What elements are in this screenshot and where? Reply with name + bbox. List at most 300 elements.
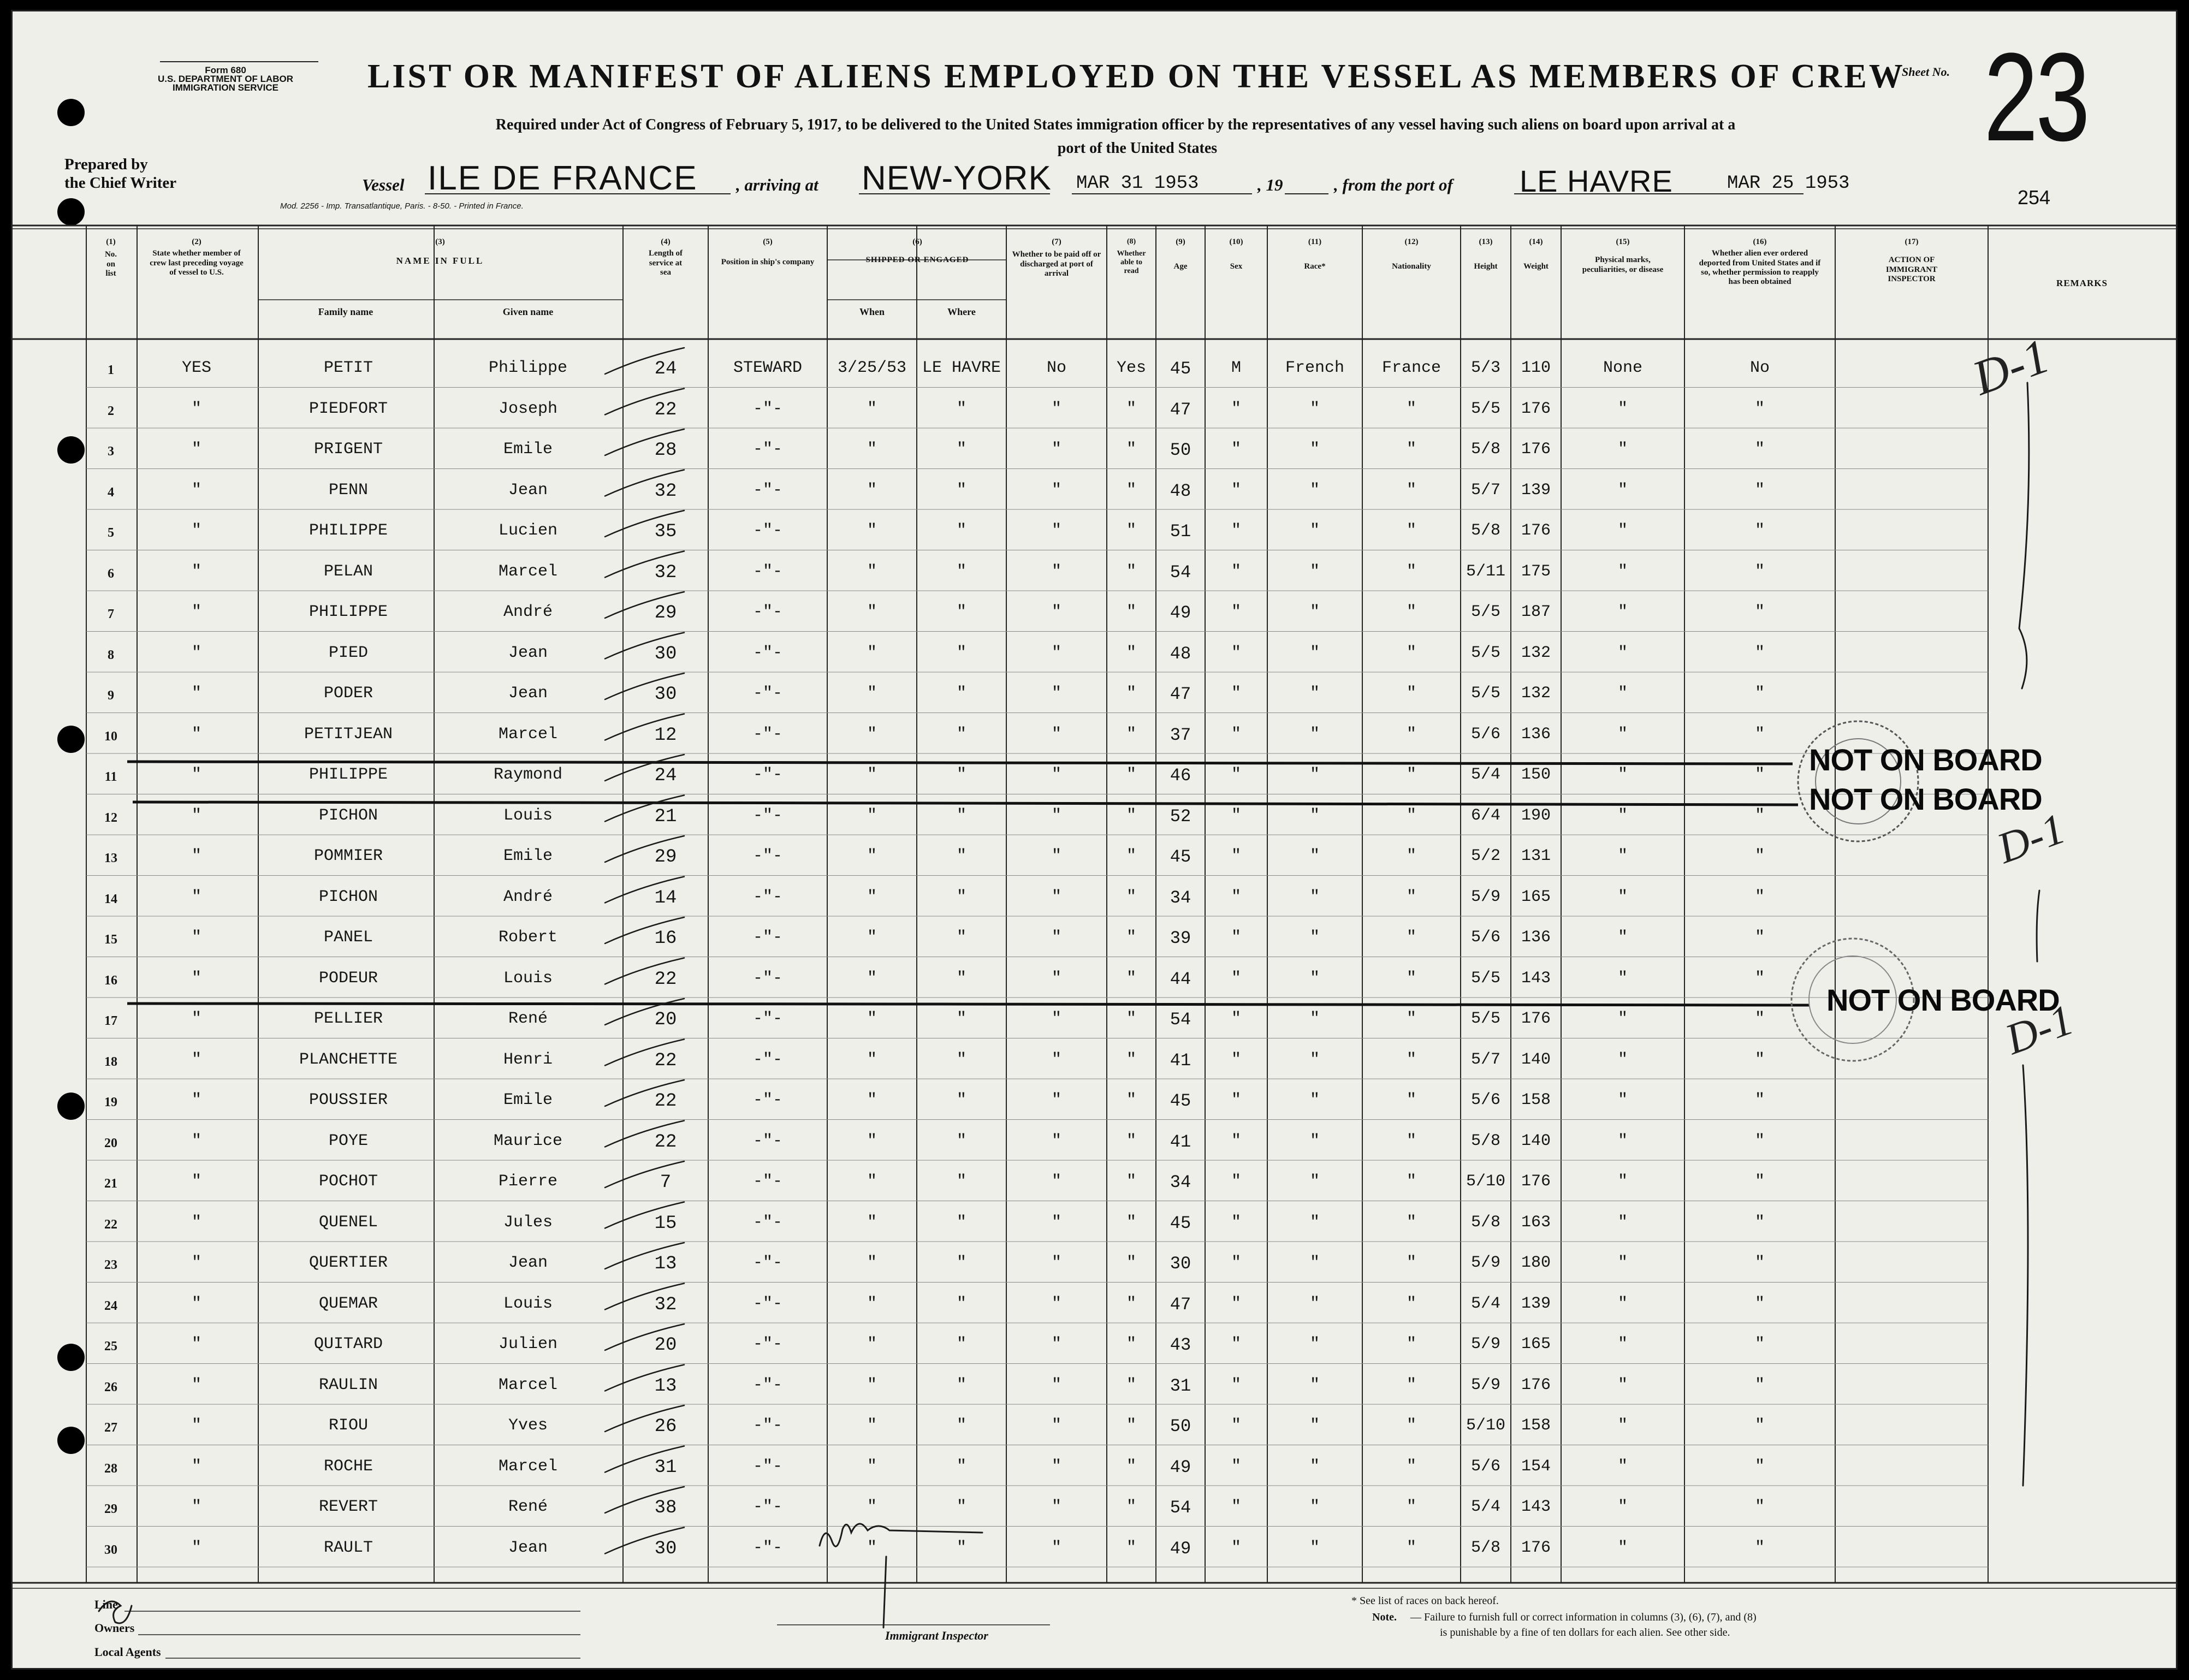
race: " (1309, 1213, 1320, 1232)
family-name: PODER (323, 684, 373, 703)
sex: " (1231, 1416, 1241, 1435)
able-to-read: " (1126, 1010, 1136, 1028)
weight: 140 (1521, 1131, 1551, 1150)
length-of-service: 22 (654, 969, 677, 990)
nationality: " (1406, 1050, 1416, 1069)
owners-label: Owners (94, 1621, 135, 1635)
length-of-service: 20 (654, 1010, 677, 1030)
deported: " (1754, 562, 1765, 581)
sex: " (1231, 562, 1241, 581)
height: 5/9 (1470, 1335, 1500, 1354)
length-of-service: 7 (660, 1172, 672, 1193)
race: " (1309, 847, 1320, 865)
nationality: " (1406, 725, 1416, 744)
position: -"- (752, 887, 782, 906)
family-name: POUSSIER (309, 1091, 388, 1109)
race: French (1285, 359, 1345, 377)
given-name: Jean (508, 643, 548, 662)
col9-header: Age (1173, 262, 1188, 271)
physical-marks: " (1617, 1050, 1628, 1069)
length-of-service: 12 (654, 725, 677, 746)
position: -"- (752, 1538, 782, 1557)
family-name: REVERT (318, 1498, 378, 1516)
not-on-board-stamp: NOT ON BOARD (1826, 983, 2060, 1017)
age: 46 (1170, 765, 1191, 786)
shipped-where: " (956, 1172, 966, 1191)
col6-header: SHIPPED OR ENGAGED (865, 256, 969, 265)
col11-number: (11) (1308, 238, 1322, 246)
nationality: " (1406, 1294, 1416, 1313)
arriving-port: NEW-YORK (862, 159, 1052, 197)
length-of-service: 20 (654, 1335, 677, 1356)
paid-off: " (1051, 521, 1061, 540)
prev-voyage: " (191, 521, 201, 540)
given-name: Maurice (493, 1131, 563, 1150)
department: U.S. DEPARTMENT OF LABOR (157, 74, 294, 84)
sex: " (1231, 928, 1241, 947)
age: 51 (1170, 521, 1191, 542)
shipped-where: " (956, 1010, 966, 1028)
deported: " (1754, 1091, 1765, 1109)
col16-header: Whether alien ever ordered deported from United States and if so, whether permission to reapply has been obtained (1699, 249, 1821, 286)
shipped-where: " (956, 521, 966, 540)
shipped-when: " (867, 480, 877, 500)
sex: " (1231, 1294, 1241, 1313)
physical-marks: " (1617, 1091, 1628, 1109)
able-to-read: " (1126, 806, 1136, 825)
position: -"- (752, 684, 782, 703)
prev-voyage: " (191, 765, 201, 784)
col11-header: Race* (1304, 262, 1326, 271)
deported: No (1749, 359, 1770, 377)
weight: 187 (1521, 603, 1551, 621)
col15-header: Physical marks, peculiarities, or disease (1582, 256, 1664, 274)
race: " (1309, 969, 1320, 988)
deported: " (1754, 969, 1765, 988)
family-name: PICHON (318, 806, 378, 825)
col3-family-header: Family name (318, 306, 373, 317)
length-of-service: 32 (654, 1294, 677, 1315)
manifest-sheet (11, 10, 2178, 1670)
position: -"- (752, 1172, 782, 1191)
nationality: " (1406, 1416, 1416, 1435)
nationality: " (1406, 1457, 1416, 1476)
sex: " (1231, 440, 1241, 459)
age: 41 (1170, 1050, 1191, 1071)
length-of-service: 30 (654, 684, 677, 705)
prev-voyage: " (191, 847, 201, 865)
age: 49 (1170, 1457, 1191, 1477)
race: " (1309, 399, 1320, 418)
prev-voyage: " (191, 969, 201, 988)
age: 44 (1170, 969, 1191, 989)
given-name: André (503, 603, 553, 621)
shipped-when: " (867, 847, 877, 865)
given-name: Marcel (498, 1375, 558, 1394)
family-name: PIED (328, 643, 368, 662)
sex: " (1231, 684, 1241, 703)
prev-voyage: " (191, 1131, 201, 1150)
sheet-label: Sheet No. (1902, 65, 1950, 79)
weight: 139 (1521, 1294, 1551, 1313)
shipped-when: " (867, 399, 877, 418)
prev-voyage: " (191, 887, 201, 906)
shipped-when: " (867, 725, 877, 744)
shipped-when: " (867, 928, 877, 947)
given-name: Emile (503, 1091, 553, 1109)
able-to-read: " (1126, 603, 1136, 621)
not-on-board-stamp: NOT ON BOARD (1809, 743, 2042, 777)
prev-voyage: " (191, 399, 201, 418)
length-of-service: 29 (654, 603, 677, 624)
physical-marks: " (1617, 643, 1628, 662)
family-name: RIOU (328, 1416, 368, 1435)
deported: " (1754, 1213, 1765, 1232)
subtitle-2: port of the United States (1057, 140, 1218, 157)
arrival-date: MAR 31 1953 (1076, 173, 1199, 194)
given-name: Raymond (493, 765, 563, 784)
row-number: 1 (108, 363, 114, 377)
paid-off: " (1051, 1457, 1061, 1476)
col1-number: (1) (106, 238, 116, 246)
age: 50 (1170, 440, 1191, 460)
length-of-service: 24 (654, 359, 677, 379)
able-to-read: " (1126, 1375, 1136, 1394)
row-number: 14 (104, 892, 117, 906)
length-of-service: 16 (654, 928, 677, 949)
able-to-read: " (1126, 725, 1136, 744)
height: 5/11 (1466, 562, 1505, 581)
row-number: 26 (104, 1380, 117, 1394)
row-number: 4 (108, 485, 114, 500)
year-label: , 19 (1257, 175, 1283, 194)
nationality: " (1406, 603, 1416, 621)
prev-voyage: " (191, 1213, 201, 1232)
shipped-when: " (867, 603, 877, 621)
position: -"- (752, 480, 782, 500)
shipped-when: " (867, 1172, 877, 1191)
weight: 190 (1521, 806, 1551, 825)
height: 5/6 (1470, 725, 1500, 744)
row-number: 5 (108, 526, 114, 540)
shipped-where: " (956, 1335, 966, 1354)
paid-off: " (1051, 1050, 1061, 1069)
weight: 176 (1521, 1172, 1551, 1191)
given-name: Marcel (498, 725, 558, 744)
shipped-where: " (956, 1091, 966, 1109)
departure-date: MAR 25 1953 (1727, 173, 1850, 194)
physical-marks: " (1617, 1213, 1628, 1232)
race: " (1309, 1335, 1320, 1354)
age: 31 (1170, 1375, 1191, 1396)
col15-number: (15) (1616, 238, 1630, 246)
physical-marks: " (1617, 1335, 1628, 1354)
age: 54 (1170, 562, 1191, 583)
row-number: 3 (108, 444, 114, 459)
sheet-number: 23 (1984, 27, 2088, 167)
given-name: Marcel (498, 562, 558, 581)
col6-where-header: Where (947, 306, 976, 317)
paid-off: " (1051, 643, 1061, 662)
age: 37 (1170, 725, 1191, 745)
col12-number: (12) (1404, 238, 1419, 246)
age: 45 (1170, 1213, 1191, 1233)
able-to-read: " (1126, 1294, 1136, 1313)
nationality: " (1406, 1091, 1416, 1109)
shipped-when: " (867, 643, 877, 662)
race: " (1309, 480, 1320, 500)
height: 5/6 (1470, 928, 1500, 947)
weight: 132 (1521, 684, 1551, 703)
race: " (1309, 1050, 1320, 1069)
given-name: Jean (508, 1254, 548, 1272)
given-name: Joseph (498, 399, 558, 418)
position: -"- (752, 1498, 782, 1516)
able-to-read: " (1126, 847, 1136, 865)
family-name: PHILIPPE (309, 603, 388, 621)
line-label: Line (94, 1598, 118, 1611)
family-name: POYE (328, 1131, 368, 1150)
family-name: PRIGENT (313, 440, 383, 459)
col4-number: (4) (661, 238, 671, 246)
deported: " (1754, 521, 1765, 540)
prev-voyage: " (191, 603, 201, 621)
prev-voyage: " (191, 1294, 201, 1313)
given-name: Philippe (488, 359, 568, 377)
sex: " (1231, 603, 1241, 621)
weight: 136 (1521, 725, 1551, 744)
shipped-where: " (956, 1538, 966, 1557)
physical-marks: " (1617, 399, 1628, 418)
family-name: PENN (328, 480, 368, 500)
height: 5/6 (1470, 1457, 1500, 1476)
length-of-service: 22 (654, 1131, 677, 1153)
age: 49 (1170, 1538, 1191, 1559)
col6-number: (6) (912, 238, 922, 246)
from-port-label: , from the port of (1334, 175, 1453, 194)
row-number: 17 (104, 1014, 117, 1028)
paid-off: " (1051, 806, 1061, 825)
able-to-read: " (1126, 969, 1136, 988)
shipped-where: " (956, 969, 966, 988)
paid-off: " (1051, 969, 1061, 988)
row-number: 21 (104, 1177, 117, 1191)
able-to-read: " (1126, 765, 1136, 784)
nationality: " (1406, 1010, 1416, 1028)
paid-off: " (1051, 1091, 1061, 1109)
nationality: " (1406, 1172, 1416, 1191)
races-note: * See list of races on back hereof. (1351, 1595, 1499, 1607)
shipped-when: " (867, 562, 877, 581)
shipped-when: " (867, 1254, 877, 1272)
able-to-read: " (1126, 643, 1136, 662)
age: 39 (1170, 928, 1191, 948)
family-name: QUITARD (313, 1335, 383, 1354)
physical-marks: " (1617, 1416, 1628, 1435)
race: " (1309, 1538, 1320, 1557)
paid-off: " (1051, 1010, 1061, 1028)
height: 5/5 (1470, 603, 1500, 621)
physical-marks: " (1617, 1498, 1628, 1516)
paid-off: " (1051, 1131, 1061, 1150)
position: STEWARD (733, 359, 803, 377)
height: 5/4 (1470, 765, 1500, 784)
length-of-service: 24 (654, 765, 677, 786)
given-name: Lucien (498, 521, 558, 540)
prev-voyage: " (191, 1375, 201, 1394)
sex: " (1231, 1335, 1241, 1354)
shipped-where: " (956, 1416, 966, 1435)
race: " (1309, 1294, 1320, 1313)
weight: 176 (1521, 440, 1551, 459)
position: -"- (752, 1010, 782, 1028)
given-name: Louis (503, 969, 553, 988)
row-number: 13 (104, 851, 117, 865)
shipped-when: " (867, 1538, 877, 1557)
deported: " (1754, 1172, 1765, 1191)
nationality: France (1381, 359, 1441, 377)
able-to-read: " (1126, 1091, 1136, 1109)
shipped-where: " (956, 806, 966, 825)
col1-header: No. on list (104, 250, 117, 278)
paid-off: " (1051, 1416, 1061, 1435)
able-to-read: " (1126, 562, 1136, 581)
paid-off: " (1051, 1538, 1061, 1557)
weight: 176 (1521, 1538, 1551, 1557)
physical-marks: " (1617, 806, 1628, 825)
nationality: " (1406, 480, 1416, 500)
able-to-read: " (1126, 1254, 1136, 1272)
length-of-service: 38 (654, 1498, 677, 1518)
family-name: PICHON (318, 887, 378, 906)
weight: 132 (1521, 643, 1551, 662)
nationality: " (1406, 1375, 1416, 1394)
family-name: PANEL (323, 928, 373, 947)
position: -"- (752, 725, 782, 744)
prev-voyage: " (191, 1254, 201, 1272)
deported: " (1754, 765, 1765, 784)
age: 34 (1170, 1172, 1191, 1192)
shipped-where: " (956, 887, 966, 906)
age: 45 (1170, 847, 1191, 867)
height: 5/8 (1470, 1131, 1500, 1150)
given-name: René (508, 1010, 548, 1028)
length-of-service: 29 (654, 847, 677, 868)
deported: " (1754, 643, 1765, 662)
length-of-service: 28 (654, 440, 677, 461)
deported: " (1754, 684, 1765, 703)
col3-number: (3) (435, 238, 445, 246)
age: 52 (1170, 806, 1191, 827)
row-number: 25 (104, 1339, 117, 1354)
given-name: André (503, 887, 553, 906)
shipped-where: " (956, 480, 966, 500)
remark-mark: D-1 (1966, 329, 2056, 406)
given-name: Louis (503, 806, 553, 825)
given-name: Julien (498, 1335, 558, 1354)
height: 5/5 (1470, 684, 1500, 703)
sex: " (1231, 643, 1241, 662)
family-name: PETIT (323, 359, 373, 377)
deported: " (1754, 1050, 1765, 1069)
shipped-where: " (956, 440, 966, 459)
weight: 165 (1521, 887, 1551, 906)
family-name: PODEUR (318, 969, 378, 988)
position: -"- (752, 440, 782, 459)
weight: 158 (1521, 1416, 1551, 1435)
age: 50 (1170, 1416, 1191, 1436)
col4-header: Length of service at sea (648, 249, 683, 277)
paid-off: " (1051, 480, 1061, 500)
position: -"- (752, 1254, 782, 1272)
age: 47 (1170, 1294, 1191, 1315)
age: 48 (1170, 480, 1191, 501)
family-name: PELAN (323, 562, 373, 581)
deported: " (1754, 399, 1765, 418)
col6-when-header: When (859, 306, 885, 317)
from-port: LE HAVRE (1520, 164, 1673, 198)
family-name: QUEMAR (318, 1294, 378, 1313)
deported: " (1754, 1416, 1765, 1435)
age: 45 (1170, 359, 1191, 379)
race: " (1309, 521, 1320, 540)
paid-off: " (1051, 887, 1061, 906)
physical-marks: " (1617, 725, 1628, 744)
weight: 131 (1521, 847, 1551, 865)
page-number: 254 (2018, 186, 2051, 209)
race: " (1309, 1254, 1320, 1272)
race: " (1309, 1416, 1320, 1435)
deported: " (1754, 887, 1765, 906)
length-of-service: 13 (654, 1254, 677, 1274)
shipped-when: " (867, 1010, 877, 1028)
length-of-service: 13 (654, 1375, 677, 1397)
note-text-2: is punishable by a fine of ten dollars for each alien. See other side. (1440, 1626, 1730, 1639)
subtitle: Required under Act of Congress of February 5, 1917, to be delivered to the United States immigration officer by the representatives of any vessel having such aliens on board upon arrival at a (495, 116, 1736, 133)
physical-marks: " (1617, 1457, 1628, 1476)
weight: 154 (1521, 1457, 1551, 1476)
length-of-service: 30 (654, 643, 677, 664)
col3-header: NAME IN FULL (396, 256, 484, 266)
age: 45 (1170, 1091, 1191, 1111)
height: 5/8 (1470, 1538, 1500, 1557)
sex: " (1231, 1213, 1241, 1232)
shipped-when: " (867, 521, 877, 540)
sex: " (1231, 1254, 1241, 1272)
physical-marks: " (1617, 1375, 1628, 1394)
shipped-when: " (867, 1294, 877, 1313)
shipped-where: LE HAVRE (922, 359, 1001, 377)
family-name: QUENEL (318, 1213, 378, 1232)
sex: " (1231, 725, 1241, 744)
col9-number: (9) (1176, 238, 1185, 246)
col13-number: (13) (1479, 238, 1493, 246)
row-number: 23 (104, 1258, 117, 1272)
local-agents-label: Local Agents (94, 1645, 161, 1659)
race: " (1309, 725, 1320, 744)
sex: " (1231, 765, 1241, 784)
deported: " (1754, 440, 1765, 459)
nationality: " (1406, 521, 1416, 540)
height: 5/5 (1470, 969, 1500, 988)
physical-marks: " (1617, 1172, 1628, 1191)
race: " (1309, 1131, 1320, 1150)
height: 5/4 (1470, 1294, 1500, 1313)
manifest-title: LIST OR MANIFEST OF ALIENS EMPLOYED ON THE VESSEL AS MEMBERS OF CREW (367, 58, 1905, 95)
col10-number: (10) (1229, 238, 1243, 246)
col8-header: Whether able to read (1117, 250, 1146, 276)
deported: " (1754, 847, 1765, 865)
